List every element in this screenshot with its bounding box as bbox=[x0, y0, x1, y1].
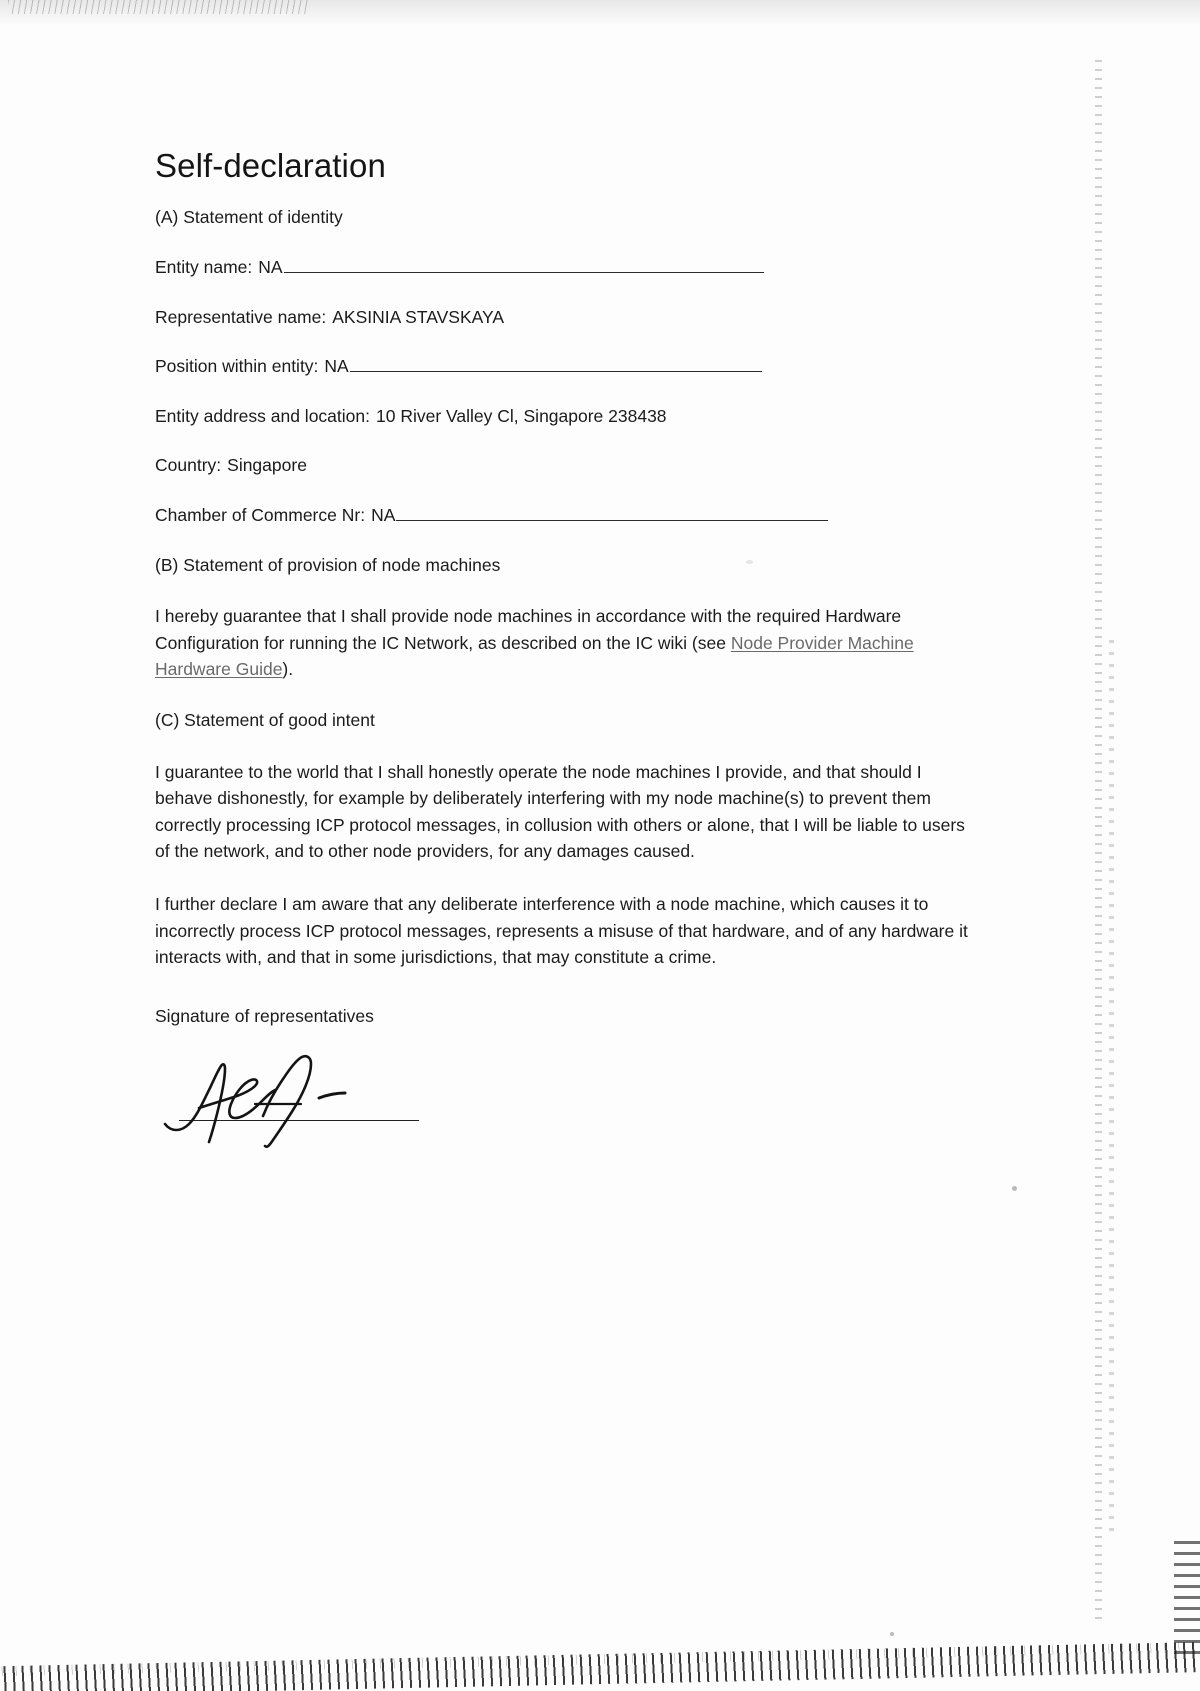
scan-speck bbox=[1012, 1186, 1017, 1191]
section-b-text-before-link: I hereby guarantee that I shall provide node machines in accordance with the required Hardware Configuration for running the IC Network, as described on the IC wiki (see bbox=[155, 606, 902, 653]
field-position-within-entity-label: Position within entity: bbox=[155, 356, 319, 377]
signature-label: Signature of representatives bbox=[155, 1005, 374, 1026]
scan-artifact-bottom-band bbox=[0, 1641, 1200, 1691]
section-c-paragraph-2: I further declare I am aware that any deliberate interference with a node machine, which causes it to incorrectly process ICP protocol messages, represents a misuse of that hardware, and of any hardware it interacts with, and that in some jurisdictions, that may constitute a crime. bbox=[155, 894, 968, 968]
field-entity-name-label: Entity name: bbox=[155, 256, 253, 277]
field-chamber-of-commerce-nr-value: NA bbox=[371, 505, 396, 526]
scan-artifact-top-streak bbox=[8, 0, 308, 14]
field-representative-name-label: Representative name: bbox=[155, 306, 327, 327]
scan-artifact-top-edge bbox=[0, 0, 1200, 26]
scan-speck bbox=[890, 1632, 894, 1636]
section-b-paragraph bbox=[155, 603, 955, 683]
section-a-heading: (A) Statement of identity bbox=[155, 207, 343, 228]
section-c-paragraph-1: I guarantee to the world that I shall honestly operate the node machines I provide, and that should I behave dishonestly, for example by deliberately interfering with my node machine(s) to prevent them correctly processing ICP protocol messages, in collusion with others or alone, that I will be liable to users of the network, and to other node providers, for any damages caused. bbox=[155, 761, 965, 862]
field-entity-name-rule bbox=[284, 259, 764, 273]
field-chamber-of-commerce-nr bbox=[155, 504, 985, 528]
scan-artifact-right-stripe-secondary bbox=[1109, 640, 1114, 1540]
scan-artifact-bottom-band-faint bbox=[0, 1641, 1200, 1677]
document-content bbox=[155, 148, 985, 1156]
field-country bbox=[155, 454, 985, 478]
field-entity-name bbox=[155, 256, 985, 280]
field-position-within-entity-rule bbox=[350, 358, 762, 372]
handwritten-signature-mark bbox=[155, 1046, 455, 1156]
scan-artifact-bottom-right-stripe bbox=[1174, 1541, 1200, 1661]
section-b-text-after-link: ). bbox=[282, 659, 294, 680]
field-position-within-entity bbox=[155, 355, 985, 379]
node-provider-hardware-guide-link[interactable]: Node Provider Machine Hardware Guide bbox=[155, 632, 914, 680]
field-country-label: Country: bbox=[155, 455, 222, 476]
section-b-heading: (B) Statement of provision of node machines bbox=[155, 554, 501, 575]
field-representative-name bbox=[155, 306, 985, 330]
scan-artifact-bottom-edge bbox=[0, 1619, 1200, 1691]
field-entity-address-label: Entity address and location: bbox=[155, 405, 370, 426]
field-chamber-of-commerce-nr-rule bbox=[396, 507, 828, 521]
signature-area bbox=[155, 1046, 575, 1156]
field-entity-address bbox=[155, 405, 985, 429]
field-chamber-of-commerce-nr-label: Chamber of Commerce Nr: bbox=[155, 505, 366, 526]
field-country-value: Singapore bbox=[227, 455, 307, 476]
section-c-heading: (C) Statement of good intent bbox=[155, 710, 375, 731]
page-title: Self-declaration bbox=[155, 147, 386, 184]
field-entity-name-value: NA bbox=[258, 256, 283, 277]
field-representative-name-value: AKSINIA STAVSKAYA bbox=[332, 306, 505, 327]
scan-artifact-right-stripe bbox=[1095, 60, 1102, 1620]
field-entity-address-value: 10 River Valley Cl, Singapore 238438 bbox=[376, 405, 667, 426]
field-position-within-entity-value: NA bbox=[324, 356, 349, 377]
